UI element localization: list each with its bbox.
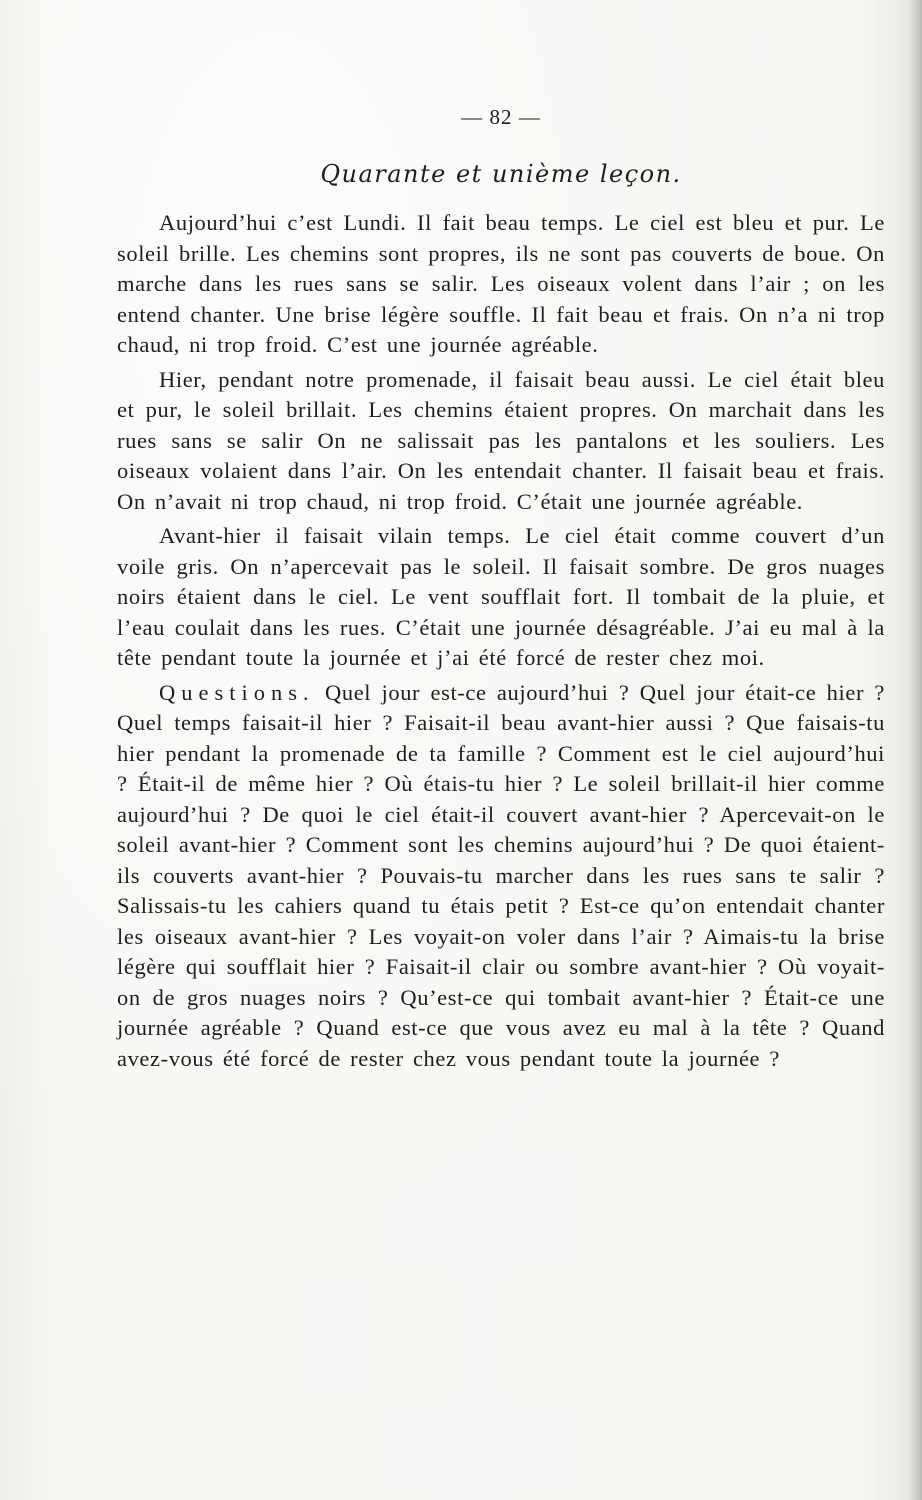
questions-paragraph bbox=[117, 678, 885, 1075]
page-edge-shadow bbox=[908, 0, 922, 1500]
page-number: — 82 — bbox=[461, 105, 541, 129]
questions-text: Quel jour est-ce aujourd’hui ? Quel jour était-ce hier ? Quel temps faisait-il hier ? Faisait-il beau avant-hier aussi ? Que faisais-tu hier pendant la promenade de ta famille ? Comment est le ciel aujourd’hui ? Était-il de même hier ? Où étais-tu hier ? Le soleil brillait-il hier comme aujourd’hui ? De quoi le ciel était-il couvert avant-hier ? Apercevait-on le soleil avant-hier ? Comment sont les chemins aujourd’hui ? De quoi étaient-ils couverts avant-hier ? Pouvais-tu marcher dans les rues sans te salir ? Salissais-tu les cahiers quand tu étais petit ? Est-ce qu’on entendait chanter les oiseaux avant-hier ? Les voyait-on voler dans l’air ? Aimais-tu la brise légère qui soufflait hier ? Faisait-il clair ou sombre avant-hier ? Où voyait-on de gros nuages noirs ? Qu’est-ce qui tombait avant-hier ? Était-ce une journée agréable ? Quand est-ce que vous avez eu mal à la tête ? Quand avez-vous été forcé de rester chez vous pendant toute la journée ? bbox=[117, 679, 885, 1071]
questions-label: Questions. bbox=[159, 679, 315, 705]
paragraph-yesterday: Hier, pendant notre promenade, il faisait beau aussi. Le ciel était bleu et pur, le soleil brillait. Les chemins étaient propres. On marchait dans les rues sans se salir On ne salissait pas les pantalons et les souliers. Les oiseaux volaient dans l’air. On les entendait chanter. Il faisait beau et frais. On n’avait ni trop chaud, ni trop froid. C’était une journée agréable. bbox=[117, 366, 885, 514]
lesson-title: Quarante et unième leçon. bbox=[320, 160, 682, 188]
lesson-body bbox=[117, 208, 885, 1078]
paragraph-today: Aujourd’hui c’est Lundi. Il fait beau temps. Le ciel est bleu et pur. Le soleil brille. Les chemins sont propres, ils ne sont pas couverts de boue. On marche dans les rues sans se salir. Les oiseaux volent dans l’air ; on les entend chanter. Une brise légère souffle. Il fait beau et frais. On n’a ni trop chaud, ni trop froid. C’est une journée agréable. bbox=[117, 210, 885, 357]
paragraph-day-before-yesterday: Avant-hier il faisait vilain temps. Le ciel était comme couvert d’un voile gris. On n’apercevait pas le soleil. Il faisait sombre. De gros nuages noirs étaient dans le ciel. Le vent soufflait fort. Il tombait de la pluie, et l’eau coulait dans les rues. C’était une journée désagréable. J’ai eu mal à la tête pendant toute la journée et j’ai été forcé de rester chez moi. bbox=[117, 523, 885, 670]
